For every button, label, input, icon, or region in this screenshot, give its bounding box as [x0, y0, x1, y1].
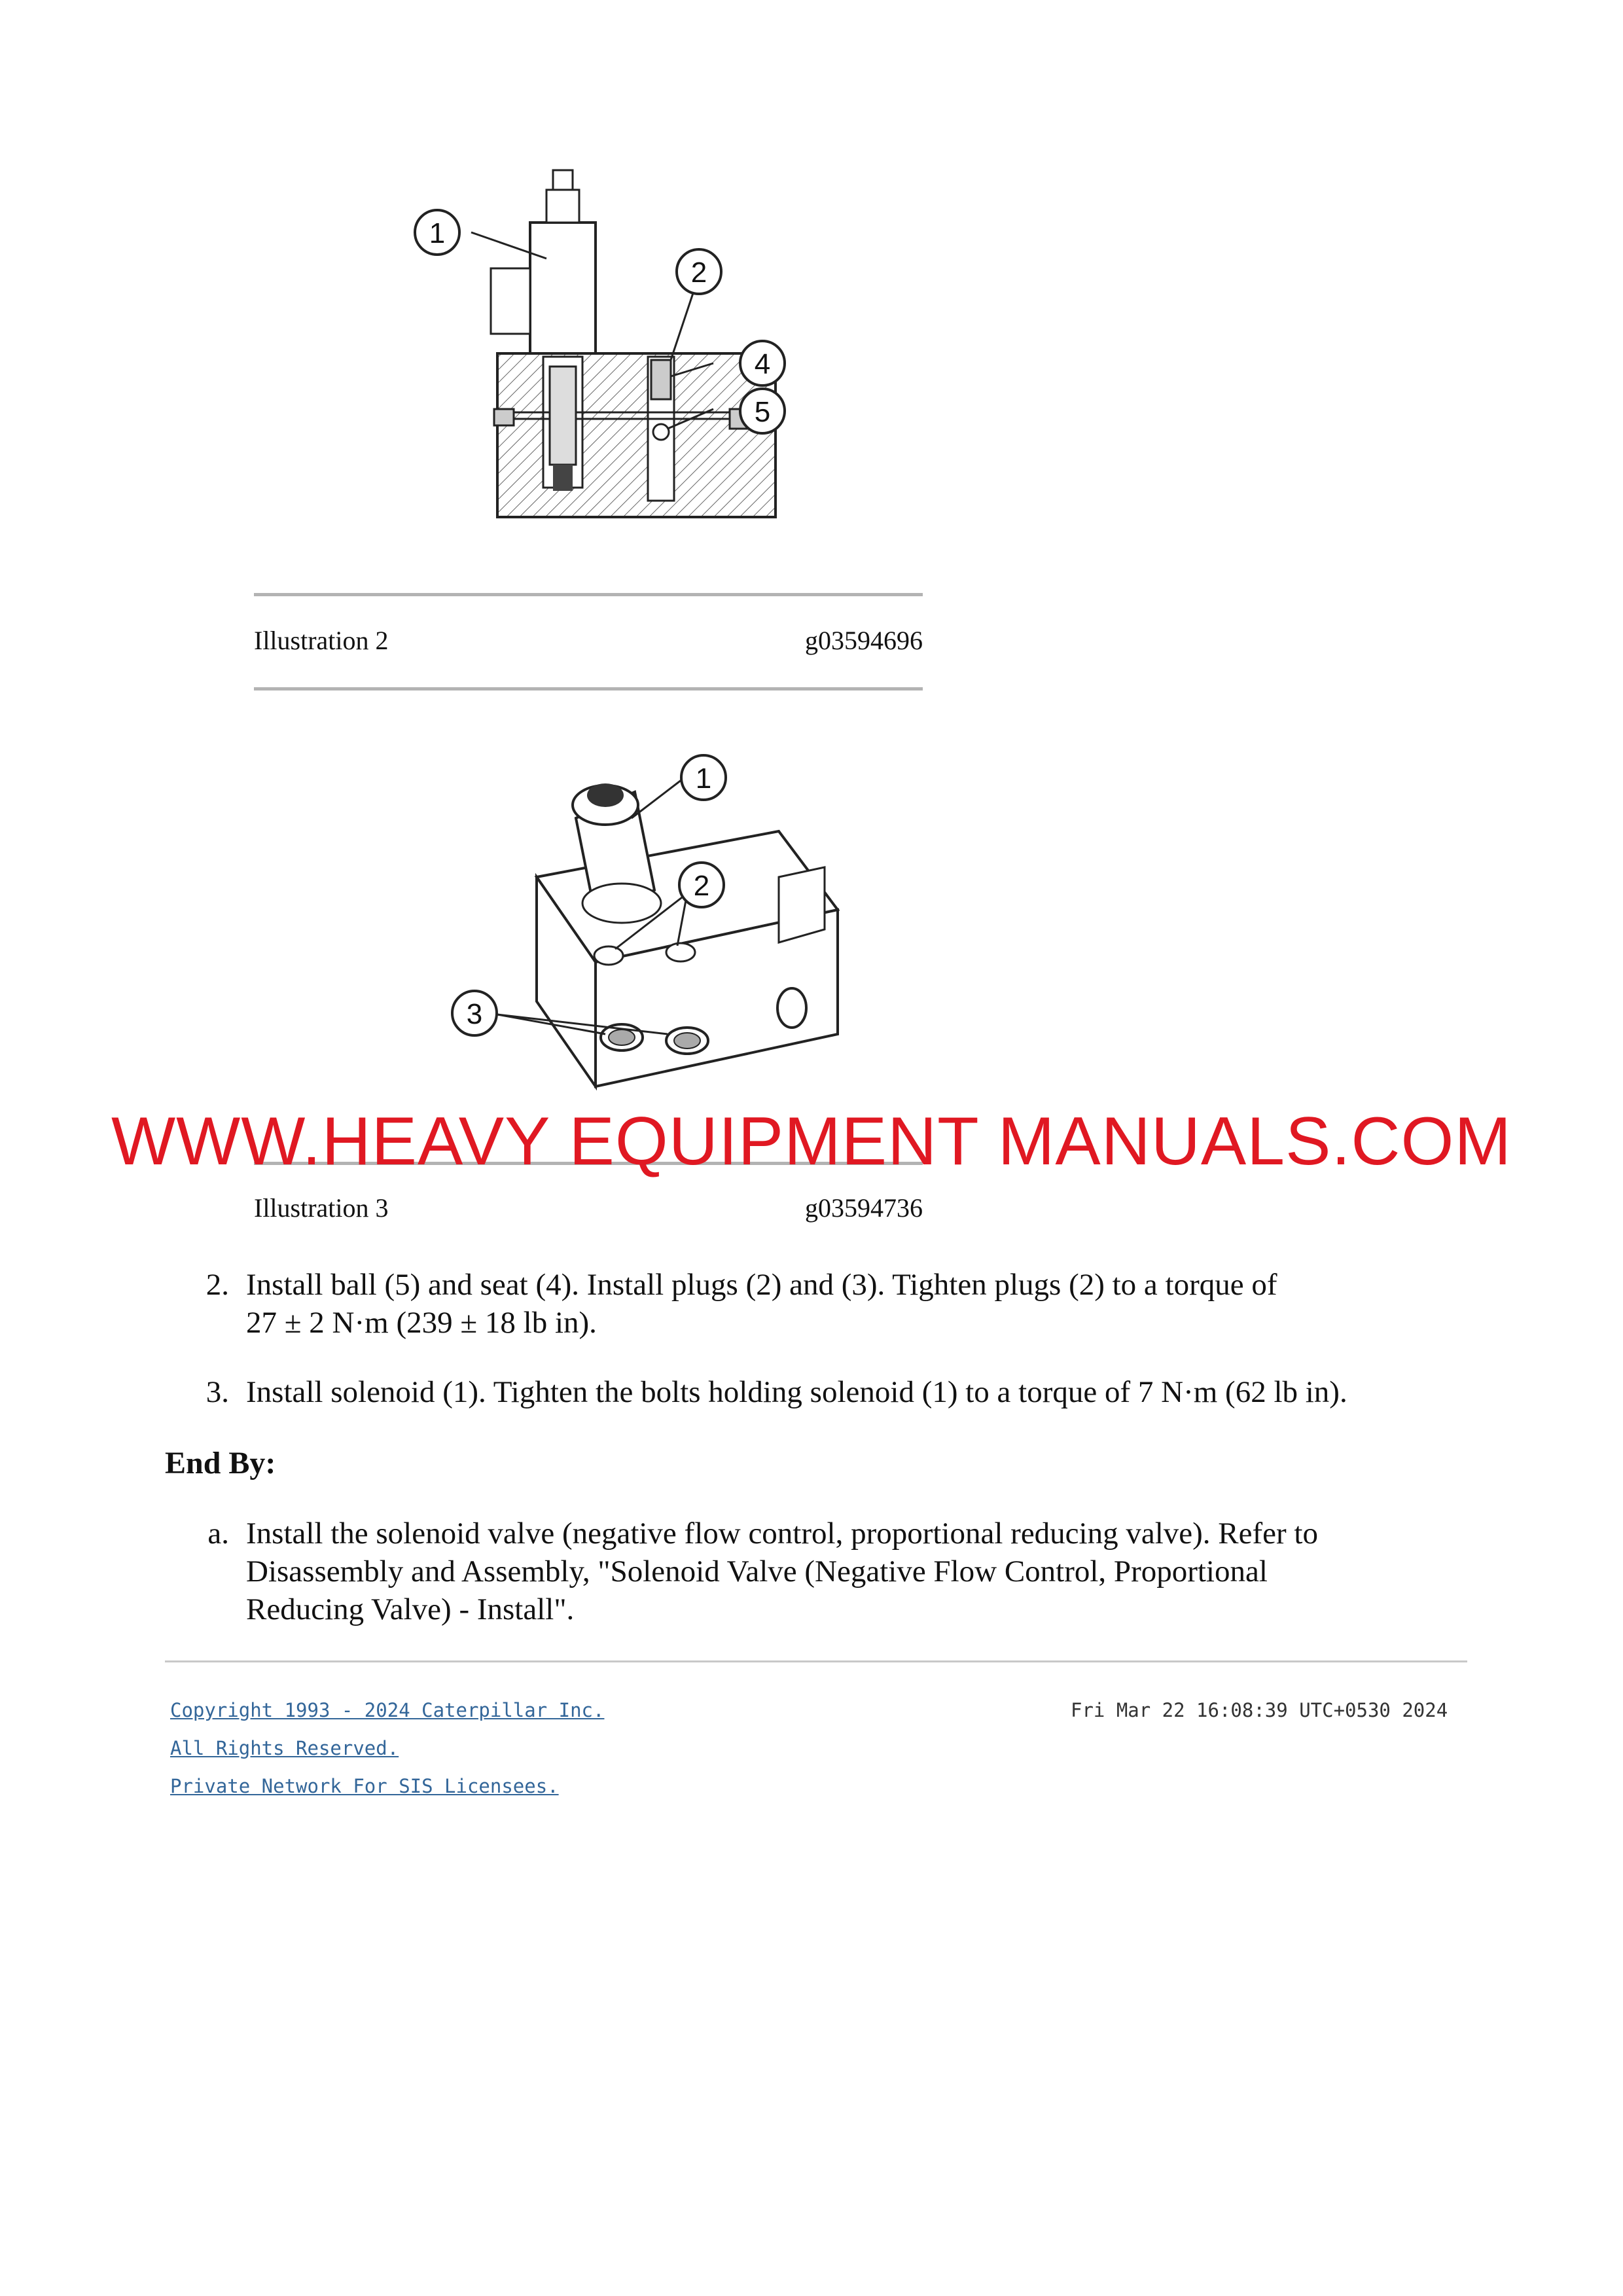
end-by-item-a: [183, 1515, 1492, 1632]
rights-link[interactable]: All Rights Reserved.: [170, 1737, 399, 1759]
step-text-line: Install solenoid (1). Tighten the bolts holding solenoid (1) to a torque of 7 N·m (62 lb in).: [246, 1375, 1347, 1409]
illustration-2-caption: Illustration 2: [254, 626, 389, 655]
illustration-3-code: g03594736: [805, 1193, 923, 1223]
illustration-3-callouts: [0, 0, 1623, 1113]
watermark-text: WWW.HEAVY EQUIPMENT MANUALS.COM: [111, 1103, 1512, 1179]
svg-text:1: 1: [695, 762, 712, 795]
svg-text:1: 1: [429, 217, 446, 249]
svg-text:2: 2: [693, 870, 710, 902]
svg-text:3: 3: [466, 998, 483, 1030]
step-text-line: 27 ± 2 N·m (239 ± 18 lb in).: [246, 1306, 597, 1340]
item-letter: a.: [207, 1516, 229, 1551]
item-text-line: Disassembly and Assembly, "Solenoid Valve (Negative Flow Control, Proportional: [246, 1554, 1268, 1588]
network-link[interactable]: Private Network For SIS Licensees.: [170, 1775, 559, 1797]
step-number: 3.: [205, 1375, 229, 1409]
step-number: 2.: [205, 1268, 229, 1302]
step-3: [183, 1373, 1558, 1412]
svg-text:2: 2: [690, 257, 707, 289]
footer-timestamp: Fri Mar 22 16:08:39 UTC+0530 2024: [1071, 1699, 1448, 1721]
illustration-2-code: g03594696: [805, 626, 923, 655]
svg-text:4: 4: [754, 348, 771, 380]
callout-badge: [679, 863, 724, 907]
step-2: [183, 1266, 1492, 1344]
svg-text:5: 5: [754, 396, 771, 428]
item-text-line: Install the solenoid valve (negative flow control, proportional reducing valve). Refer to: [246, 1516, 1318, 1551]
callout-badge: [452, 991, 497, 1035]
copyright-link[interactable]: Copyright 1993 - 2024 Caterpillar Inc.: [170, 1699, 605, 1721]
footer-divider: [165, 1660, 1467, 1662]
end-by-heading: End By:: [165, 1446, 276, 1480]
callout-badge: [681, 755, 726, 800]
step-text-line: Install ball (5) and seat (4). Install plugs (2) and (3). Tighten plugs (2) to a torque of: [246, 1268, 1277, 1302]
item-text-line: Reducing Valve) - Install".: [246, 1592, 575, 1626]
illustration-3-caption: Illustration 3: [254, 1193, 389, 1223]
